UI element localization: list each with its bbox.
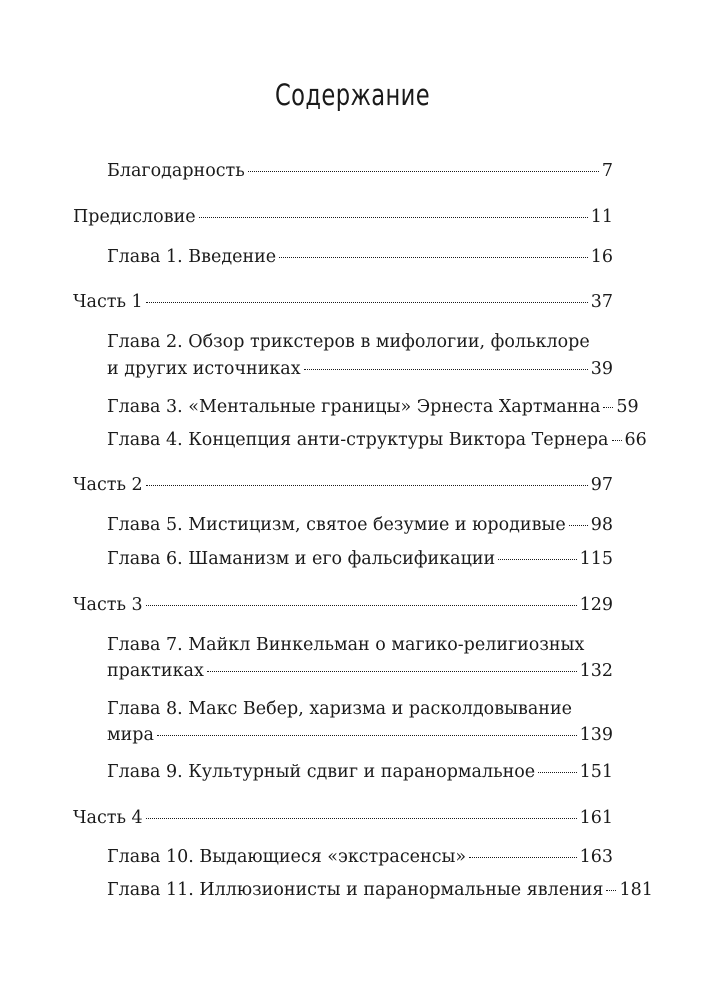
dot-leader <box>569 525 588 526</box>
toc-entry-page: 163 <box>579 847 613 867</box>
toc-entry[interactable] <box>107 879 653 901</box>
dot-leader <box>469 857 576 858</box>
dot-leader <box>146 605 577 606</box>
dot-leader <box>498 559 576 560</box>
dot-leader <box>538 772 576 773</box>
toc-entry[interactable] <box>73 474 613 496</box>
toc-entry-page: 151 <box>579 762 613 782</box>
page-title: Содержание <box>274 78 431 112</box>
dot-leader <box>199 217 588 218</box>
toc-entry[interactable] <box>73 291 613 313</box>
toc-entry-label: Глава 10. Выдающиеся «экстрасенсы» <box>107 847 467 867</box>
toc-entry[interactable] <box>73 206 613 228</box>
toc-entry-label: Глава 11. Иллюзионисты и паранормальные явления <box>107 880 604 900</box>
dot-leader <box>248 171 599 172</box>
toc-entry-label: Глава 4. Концепция анти-структуры Виктора Тернера <box>107 430 609 450</box>
toc-entry-page: 132 <box>579 661 613 681</box>
toc-entry[interactable] <box>107 761 613 783</box>
toc-entry-label: Глава 1. Введение <box>107 247 277 267</box>
toc-entry[interactable] <box>107 660 613 682</box>
dot-leader <box>612 440 622 441</box>
toc-entry-label: практиках <box>107 661 204 681</box>
toc-entry-label: Глава 5. Мистицизм, святое безумие и юродивые <box>107 515 566 535</box>
toc-entry-page: 7 <box>601 161 613 181</box>
toc-entry-label: Глава 3. «Ментальные границы» Эрнеста Хартманна <box>107 397 601 417</box>
dot-leader <box>157 735 577 736</box>
toc-entry[interactable] <box>107 246 613 268</box>
toc-entry-page: 16 <box>590 247 613 267</box>
toc-entry[interactable] <box>73 807 613 829</box>
dot-leader <box>279 257 588 258</box>
toc-entry[interactable] <box>107 548 613 570</box>
toc-entry-page: 181 <box>619 880 653 900</box>
dot-leader <box>606 890 616 891</box>
toc-entry-label: Часть 1 <box>73 292 143 312</box>
toc-entry-label: Часть 3 <box>73 595 143 615</box>
toc-entry-page: 59 <box>616 397 639 417</box>
dot-leader <box>603 407 613 408</box>
toc-entry-page: 37 <box>590 292 613 312</box>
toc-entry-label: Часть 4 <box>73 808 143 828</box>
toc-entry-page: 161 <box>579 808 613 828</box>
toc-entry[interactable] <box>107 846 613 868</box>
toc-entry[interactable] <box>73 594 613 616</box>
toc-entry[interactable] <box>107 396 639 418</box>
toc-entry[interactable] <box>107 160 613 182</box>
toc-entry-page: 39 <box>590 359 613 379</box>
toc-entry-page: 97 <box>590 475 613 495</box>
toc-entry[interactable] <box>107 514 613 536</box>
toc-entry-label-line1: Глава 2. Обзор трикстеров в мифологии, фольклоре <box>107 332 590 352</box>
dot-leader <box>304 369 588 370</box>
toc-entry-label: Глава 6. Шаманизм и его фальсификации <box>107 549 496 569</box>
dot-leader <box>146 818 577 819</box>
dot-leader <box>146 302 588 303</box>
toc-entry-label: Предисловие <box>73 207 196 227</box>
toc-entry-page: 139 <box>579 725 613 745</box>
toc-entry-label: мира <box>107 725 154 745</box>
toc-entry[interactable] <box>107 724 613 746</box>
toc-entry-label: Благодарность <box>107 161 245 181</box>
toc-entry-label-line1: Глава 8. Макс Вебер, харизма и расколдовывание <box>107 699 572 719</box>
toc-entry-label: Глава 9. Культурный сдвиг и паранормальное <box>107 762 536 782</box>
dot-leader <box>146 485 588 486</box>
toc-entry-label-line1: Глава 7. Майкл Винкельман о магико-религиозных <box>107 635 585 655</box>
toc-entry-page: 98 <box>590 515 613 535</box>
toc-entry-page: 115 <box>579 549 613 569</box>
toc-entry-label: и других источниках <box>107 359 301 379</box>
dot-leader <box>207 671 577 672</box>
toc-entry-label: Часть 2 <box>73 475 143 495</box>
toc-entry-page: 66 <box>624 430 647 450</box>
toc-entry[interactable] <box>107 429 647 451</box>
toc-entry[interactable] <box>107 358 613 380</box>
toc-entry-page: 11 <box>590 207 613 227</box>
toc-entry-page: 129 <box>579 595 613 615</box>
